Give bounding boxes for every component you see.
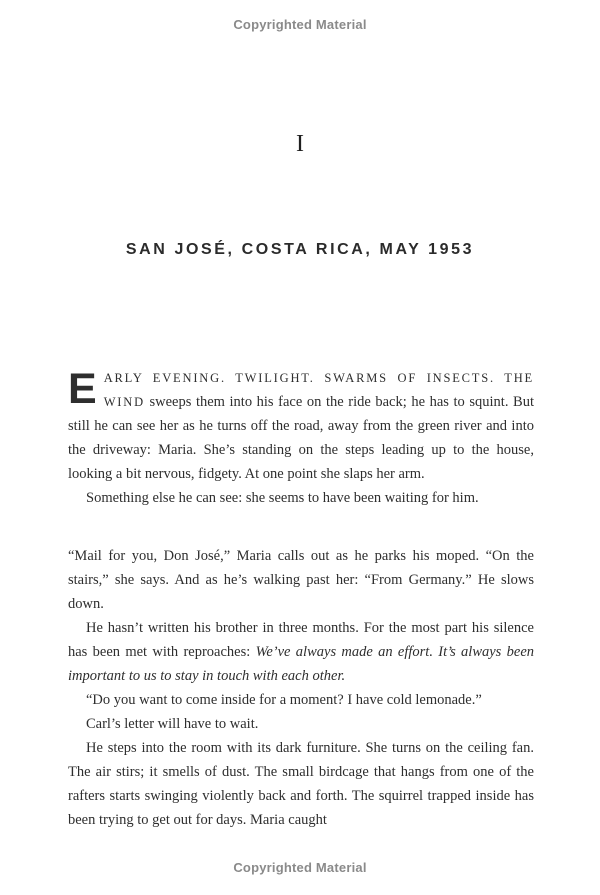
paragraph-brother-italic: We’ve always made an effort. It’s always been important to us to stay in touch with each other. — [68, 644, 535, 684]
paragraph-letter: Carl’s letter will have to wait. — [86, 716, 259, 732]
opening-smallcaps: ARLY EVENING. TWILIGHT. SWARMS OF INSECTS. THE WIND — [103, 371, 534, 409]
paragraph-opening — [68, 366, 534, 486]
dropcap-letter: E — [68, 365, 97, 413]
paragraph-brother-normal: He hasn’t written his brother in three months. For the most part his silence has been met with reproaches: — [68, 620, 534, 660]
chapter-numeral: I — [296, 131, 304, 157]
copyright-notice-top: Copyrighted Material — [233, 17, 367, 32]
paragraph-waiting: Something else he can see: she seems to have been waiting for him. — [86, 490, 479, 506]
chapter-heading: SAN JOSÉ, COSTA RICA, MAY 1953 — [125, 241, 475, 258]
paragraph-brother — [68, 616, 534, 688]
paragraph-room: He steps into the room with its dark furniture. She turns on the ceiling fan. The air stirs; it smells of dust. The small birdcage that hangs from one of the rafters starts swinging violently back and forth. The squirrel trapped inside has been trying to get out for days. Maria caught — [68, 740, 534, 828]
section-break — [68, 510, 534, 544]
opening-text: sweeps them into his face on the ride back; he has to squint. But still he can see her as he turns off the road, away from the green river and into the driveway: Maria. She’s standing on the steps leading up to the house, looking a bit nervous, fidgety. At one point she slaps her arm. — [68, 394, 534, 482]
body-text — [68, 366, 534, 832]
paragraph-mail: “Mail for you, Don José,” Maria calls out as he parks his moped. “On the stairs,” she says. And as he’s walking past her: “From Germany.” He slows down. — [68, 548, 534, 612]
copyright-notice-bottom: Copyrighted Material — [233, 860, 367, 875]
paragraph-lemonade: “Do you want to come inside for a moment? I have cold lemonade.” — [86, 692, 482, 708]
